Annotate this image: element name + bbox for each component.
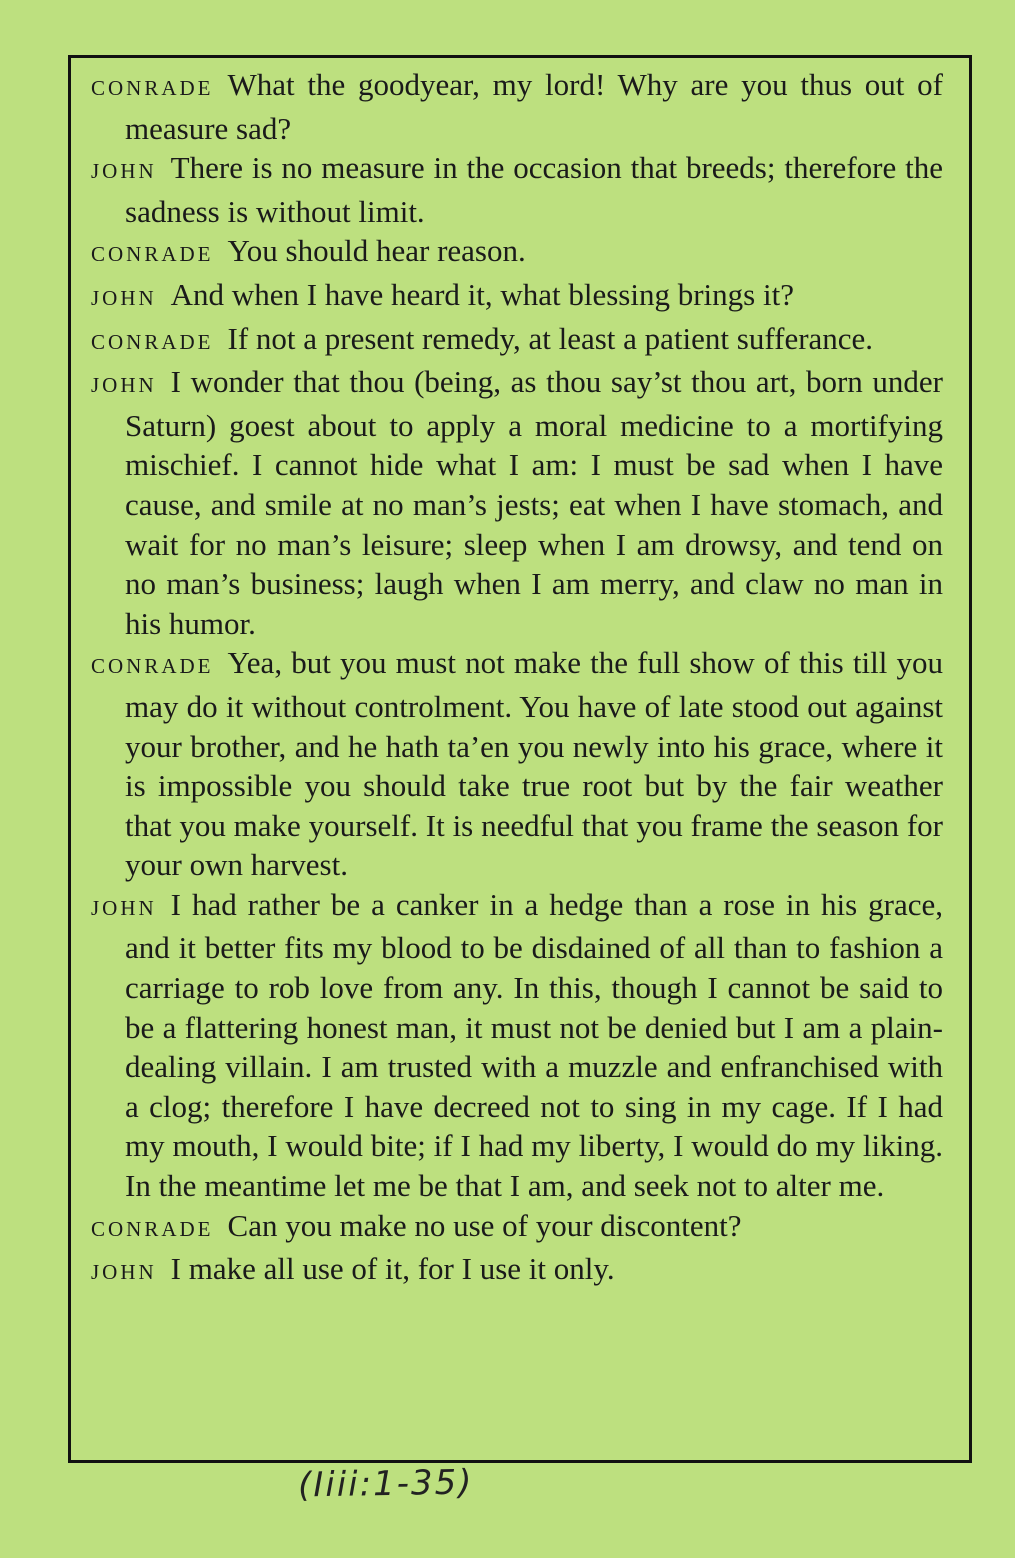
speech-10	[91, 1249, 943, 1293]
speaker-name: CONRADE	[91, 654, 214, 679]
speaker-name: JOHN	[91, 1260, 157, 1285]
speech-text: I wonder that thou (being, as thou say’st thou art, born under Saturn) goest about to apply a moral medicine to a mortifying mischief. I cannot hide what I am: I must be sad when I have cause, and smile at no man’s jests; eat when I have stomach, and wait for no man’s leisure; sleep when I am drowsy, and tend on no man’s business; laugh when I am merry, and claw no man in his humor.	[125, 364, 943, 641]
speech-7	[91, 643, 943, 885]
speaker-name: CONRADE	[91, 242, 214, 267]
speech-text: There is no measure in the occasion that breeds; therefore the sadness is without limit.	[125, 150, 943, 229]
speech-8	[91, 885, 943, 1206]
speech-4	[91, 275, 943, 319]
speaker-name: JOHN	[91, 373, 157, 398]
speech-9	[91, 1206, 943, 1250]
speech-text: Yea, but you must not make the full show of this till you may do it without controlment. You have of late stood out against your brother, and he hath ta’en you newly into his grace, where it is impossible you should take true root but by the fair weather that you make yourself. It is needful that you frame the season for your own harvest.	[125, 645, 943, 883]
speech-text: You should hear reason.	[227, 233, 526, 269]
speech-text: Can you make no use of your discontent?	[227, 1207, 742, 1243]
speaker-name: CONRADE	[91, 76, 214, 100]
speech-text: And when I have heard it, what blessing brings it?	[170, 276, 794, 312]
speech-text: I had rather be a canker in a hedge than a rose in his grace, and it better fits my blood to be disdained of all than to fashion a carriage to rob love from any. In this, though I cannot be said to be a flattering honest man, it must not be denied but I am a plain-dealing villain. I am trusted with a muzzle and enfranchised with a clog; therefore I have decreed not to sing in my cage. If I had my mouth, I would bite; if I had my liberty, I would do my liking. In the meantime let me be that I am, and seek not to alter me.	[125, 886, 943, 1204]
speech-3	[91, 231, 943, 275]
speaker-name: JOHN	[91, 159, 157, 184]
text-frame	[68, 55, 972, 1463]
speaker-name: JOHN	[91, 895, 157, 920]
speech-text: I make all use of it, for I use it only.	[170, 1251, 615, 1287]
speech-text: What the goodyear, my lord! Why are you thus out of measure sad?	[125, 67, 943, 146]
speech-2	[91, 148, 943, 231]
speech-5	[91, 319, 943, 363]
speech-text: If not a present remedy, at least a patient sufferance.	[227, 320, 874, 356]
speaker-name: JOHN	[91, 285, 157, 310]
speech-1	[91, 65, 943, 148]
speaker-name: CONRADE	[91, 329, 214, 354]
speech-6	[91, 362, 943, 643]
speaker-name: CONRADE	[91, 1216, 214, 1241]
handwritten-citation: (Iiii:1-35)	[297, 1462, 474, 1506]
